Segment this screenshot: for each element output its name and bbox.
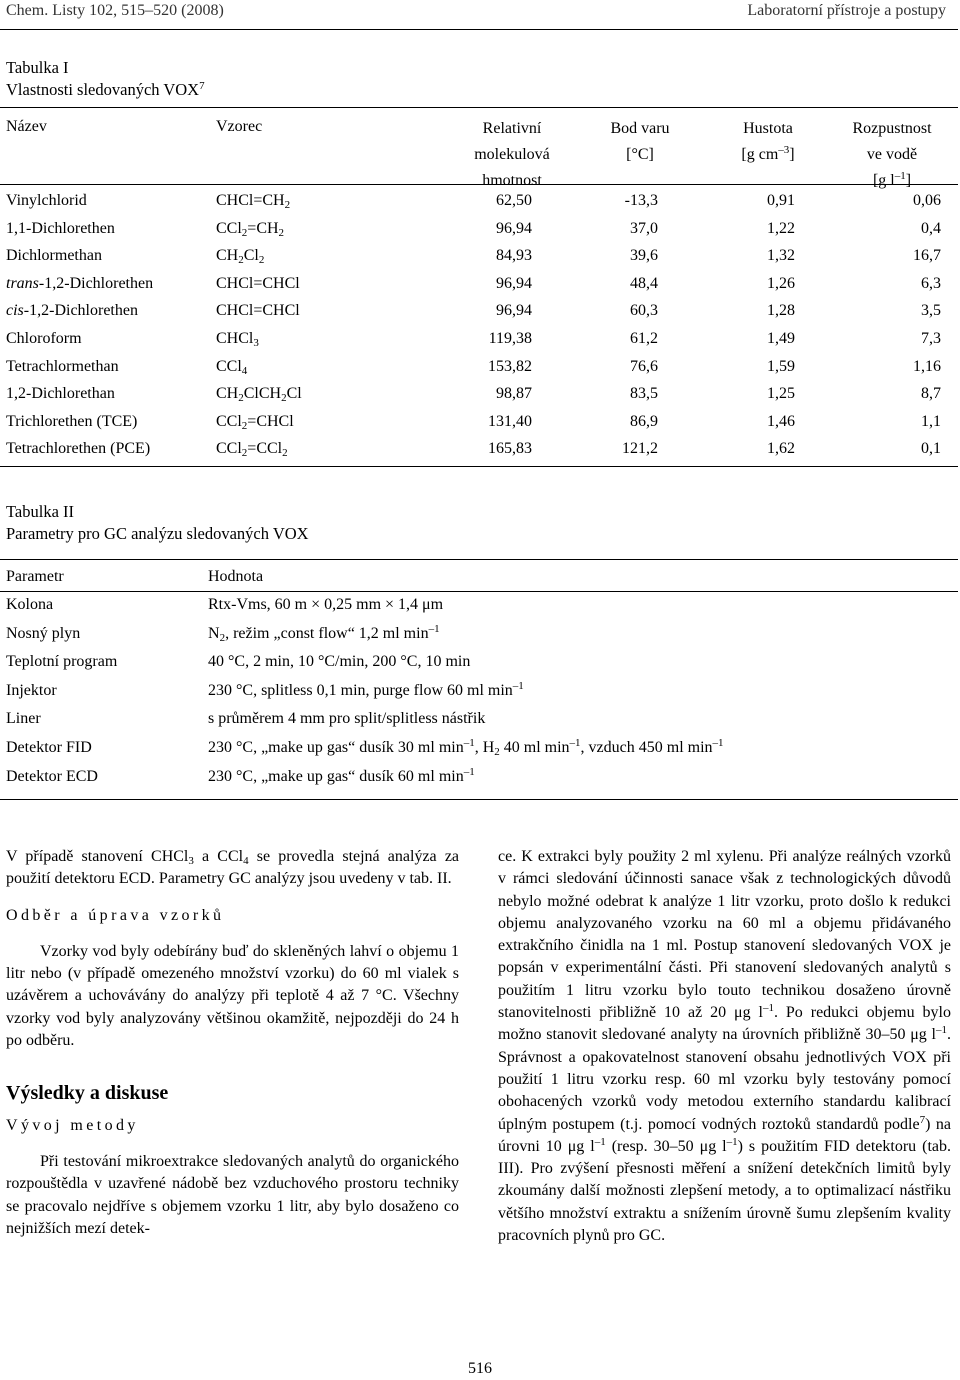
- compound-name: Trichlorethen (TCE): [6, 412, 138, 430]
- col-header-mw: Relativní molekulová hmotnost: [474, 120, 550, 189]
- compound-name: Tetrachlormethan: [6, 357, 119, 375]
- compound-formula: CHCl$_3$: [216, 330, 259, 349]
- compound-formula: $CH_2ClCH_2Cl$: [216, 385, 302, 405]
- molecular-weight: 131,40: [488, 412, 532, 430]
- table2-caption-title: Parametry pro GC analýzu sledovaných VOX: [6, 524, 309, 543]
- compound-formula: CCl$_4$: [216, 357, 248, 377]
- table-row: [0, 620, 958, 648]
- table1-header-rule: [0, 184, 958, 185]
- table1-header-row: [0, 116, 958, 189]
- density: 1,22: [767, 219, 795, 237]
- compound-name: 1,2-Dichlorethan: [6, 385, 115, 403]
- solubility: 3,5: [921, 302, 941, 320]
- table2-bottom-rule: [0, 799, 958, 800]
- solubility: 1,1: [921, 412, 941, 430]
- table-row: [0, 298, 958, 324]
- param-value: Rtx-Vms, 60 m × 0,25 mm × 1,4 μm: [208, 596, 444, 613]
- table-row: [0, 591, 958, 619]
- solubility: 7,3: [921, 330, 941, 347]
- compound-formula: $CCl_2=CH_2$: [216, 219, 285, 239]
- compound-name: Tetrachlorethen (PCE): [6, 440, 151, 458]
- param-value: $N_2$, režim „const flow“ 1,2 ml $\min^{-1}$: [208, 622, 440, 644]
- molecular-weight: 62,50: [496, 192, 532, 209]
- solubility: 0,06: [913, 192, 941, 209]
- running-header-right: Laboratorní přístroje a postupy: [747, 2, 946, 19]
- table-row: [0, 271, 958, 297]
- molecular-weight: 153,82: [488, 357, 532, 375]
- table-row: [0, 216, 958, 242]
- table2-caption-label: Tabulka II: [6, 502, 75, 521]
- table1-bottom-rule: [0, 466, 958, 467]
- right-text-column: [498, 846, 951, 1247]
- density: 1,59: [767, 357, 795, 375]
- paragraph: Vzorky vod byly odebírány buď do skleněných lahví o objemu 1 litr nebo (v případě omezeného množství vzorku) do 60 ml vialek s uzávěrem a uchovávány do analýzy při teplotě 4 až 7 °C. Všechny vzorky vod byly analyzovány většinou okamžitě, nejpozději do 24 h po odběru.: [6, 942, 459, 1050]
- col-header-param: Parametr: [6, 568, 64, 585]
- compound-name: Chloroform: [6, 330, 82, 347]
- table-row: [0, 763, 958, 791]
- table1-caption-label: Tabulka I: [6, 58, 69, 77]
- param-name: Detektor ECD: [6, 767, 98, 785]
- compound-formula: CCl$_2$=CHCl: [216, 412, 294, 432]
- table-row: [0, 705, 958, 733]
- solubility: 0,1: [921, 440, 941, 458]
- boiling-point: 39,6: [630, 247, 658, 265]
- compound-name: Dichlormethan: [6, 247, 102, 265]
- density: 1,25: [767, 385, 795, 403]
- table-row: [0, 354, 958, 380]
- table2-top-rule: [0, 559, 958, 560]
- density: 1,49: [767, 330, 795, 347]
- density: 1,32: [767, 247, 795, 265]
- compound-name: Vinylchlorid: [6, 192, 87, 209]
- compound-name: trans-1,2-Dichlorethen: [6, 274, 154, 292]
- molecular-weight: 165,83: [488, 440, 532, 458]
- molecular-weight: 96,94: [496, 219, 532, 237]
- molecular-weight: 96,94: [496, 274, 532, 292]
- table-row: [0, 188, 958, 214]
- density: 1,46: [767, 412, 795, 430]
- molecular-weight: 96,94: [496, 302, 532, 320]
- section-heading-results: Výsledky a diskuse: [6, 1082, 169, 1105]
- boiling-point: 61,2: [630, 330, 658, 347]
- left-text-column: [6, 846, 459, 1240]
- param-name: Teplotní program: [6, 653, 118, 671]
- density: 1,26: [767, 274, 795, 292]
- param-value: 230 °C, „make up gas“ dusík 30 ml $\min^{-1}$, $H_2$ 40 ml $\min^{-1}$, vzduch 450 ml $\min^{-1}$: [208, 737, 724, 758]
- table1-top-rule: [0, 107, 958, 108]
- solubility: 6,3: [921, 274, 941, 292]
- table-row: [0, 677, 958, 705]
- param-value: 40 °C, 2 min, 10 °C/min, 200 °C, 10 min: [208, 653, 471, 671]
- density: 1,62: [767, 440, 795, 458]
- boiling-point: 60,3: [630, 302, 658, 320]
- molecular-weight: 119,38: [488, 330, 532, 347]
- boiling-point: 86,9: [630, 412, 658, 430]
- param-name: Detektor FID: [6, 739, 92, 756]
- compound-formula: $CHCl=CH_2$: [216, 192, 291, 211]
- section-heading-sampling: Odběr a úprava vzorků: [6, 906, 225, 924]
- table-row: [0, 648, 958, 676]
- param-name: Liner: [6, 710, 41, 728]
- boiling-point: -13,3: [624, 192, 658, 209]
- solubility: 0,4: [921, 219, 941, 237]
- table-row: [0, 734, 958, 762]
- solubility: 1,16: [913, 357, 941, 375]
- boiling-point: 121,2: [622, 440, 658, 458]
- table2-caption: [6, 501, 309, 545]
- param-name: Nosný plyn: [6, 624, 81, 642]
- param-value: s průměrem 4 mm pro split/splitless nástřik: [208, 710, 486, 728]
- molecular-weight: 98,87: [496, 385, 532, 403]
- table1-caption: [6, 57, 205, 101]
- compound-formula: CCl$_2$=CCl$_2$: [216, 440, 288, 460]
- param-value: 230 °C, splitless 0,1 min, purge flow 60 ml $\min^{-1}$: [208, 679, 524, 699]
- compound-formula: CHCl=CHCl: [216, 274, 300, 292]
- param-value: 230 °C, „make up gas“ dusík 60 ml $\min^{-1}$: [208, 765, 475, 785]
- col-header-formula: Vzorec: [216, 118, 263, 135]
- page-number: 516: [468, 1360, 492, 1377]
- table-row: [0, 436, 958, 462]
- boiling-point: 83,5: [630, 385, 658, 403]
- col-header-solubility: Rozpustnost ve vodě [g $l^{-1}$]: [852, 120, 932, 189]
- boiling-point: 37,0: [630, 219, 658, 237]
- solubility: 16,7: [913, 247, 941, 265]
- compound-name: 1,1-Dichlorethen: [6, 219, 115, 237]
- paragraph: Při testování mikroextrakce sledovaných analytů do organického rozpouštědla v uzavřené nádobě bez vzduchového prostoru techniky se pracovalo nejdříve s objemem vzorku 1 litr, aby bylo dosaženo co nejnižších mezí detek-: [6, 1152, 459, 1237]
- col-header-density: Hustota [g $cm^{-3}$]: [741, 120, 795, 163]
- density: 0,91: [767, 192, 795, 209]
- paragraph: ce. K extrakci byly použity 2 ml xylenu. Při analýze reálných vzorků v rámci sledování účinnosti sanace však z technologických důvodů nebylo možné odebrat k analýze 1 litr vzorku, proto došlo k redukci objemu analyzovaného vzorku na 60 ml a objemu přidávaného extrakčního činidla na 1 ml. Postup stanovení sledovaných VOX je popsán v experimentální části. Při stanovení sledovaných analytů s použitím 1 litru vzorku bylo touto technikou dosaženo úrovně stanovitelnosti přibližně 10 až 20 μg $l^{-1}$. Po redukci objemu bylo možno stanovit sledované analyty na úrovních přibližně 30–50 μg $l^{-1}$. Správnost a opakovatelnost stanovení obsahu jednotlivých VOX při použití 1 litru vzorku resp. 60 ml vzorku byly testovány pomocí obohacených vzorků vody metodou externího standardu kalibrací úplným postupem (t.j. pomocí vodných roztoků standardů podle$^7$) na úrovni 10 μg $l^{-1}$ (resp. 30–50 μg $l^{-1}$) s použitím FID detektoru (tab. III). Pro zvýšení přesnosti měření a snížení detekčních limitů byly zkoumány další možnosti zlepšení metody, a to optimalizací nástřiku většího množství extraktu a snížením úrovně šumu zlepšením kvality pracovních plynů pro GC.: [498, 848, 952, 1245]
- density: 1,28: [767, 302, 795, 320]
- table2-header-row: [0, 563, 958, 591]
- param-name: Kolona: [6, 596, 54, 613]
- boiling-point: 48,4: [630, 274, 658, 292]
- table-row: [0, 243, 958, 269]
- table-row: [0, 409, 958, 435]
- header-rule: [0, 29, 958, 30]
- boiling-point: 76,6: [630, 357, 658, 375]
- solubility: 8,7: [921, 385, 941, 403]
- table1-caption-title: Vlastnosti sledovaných VOX$^7$: [6, 80, 205, 99]
- running-header-left: Chem. Listy 102, 515–520 (2008): [6, 2, 224, 19]
- section-heading-method: Vývoj metody: [6, 1116, 139, 1134]
- table-row: [0, 381, 958, 407]
- molecular-weight: 84,93: [496, 247, 532, 265]
- paragraph: V případě stanovení CHCl$_3$ a CCl$_4$ se provedla stejná analýza za použití detektoru ECD. Parametry GC analýzy jsou uvedeny v tab. II.: [6, 848, 460, 888]
- col-header-name: Název: [6, 118, 47, 135]
- compound-formula: CHCl=CHCl: [216, 302, 300, 320]
- table-row: [0, 326, 958, 352]
- col-header-value: Hodnota: [208, 568, 264, 585]
- param-name: Injektor: [6, 681, 57, 699]
- compound-formula: $CH_2Cl_2$: [216, 247, 265, 267]
- col-header-bp: Bod varu [°C]: [610, 120, 670, 163]
- compound-name: cis-1,2-Dichlorethen: [6, 302, 138, 320]
